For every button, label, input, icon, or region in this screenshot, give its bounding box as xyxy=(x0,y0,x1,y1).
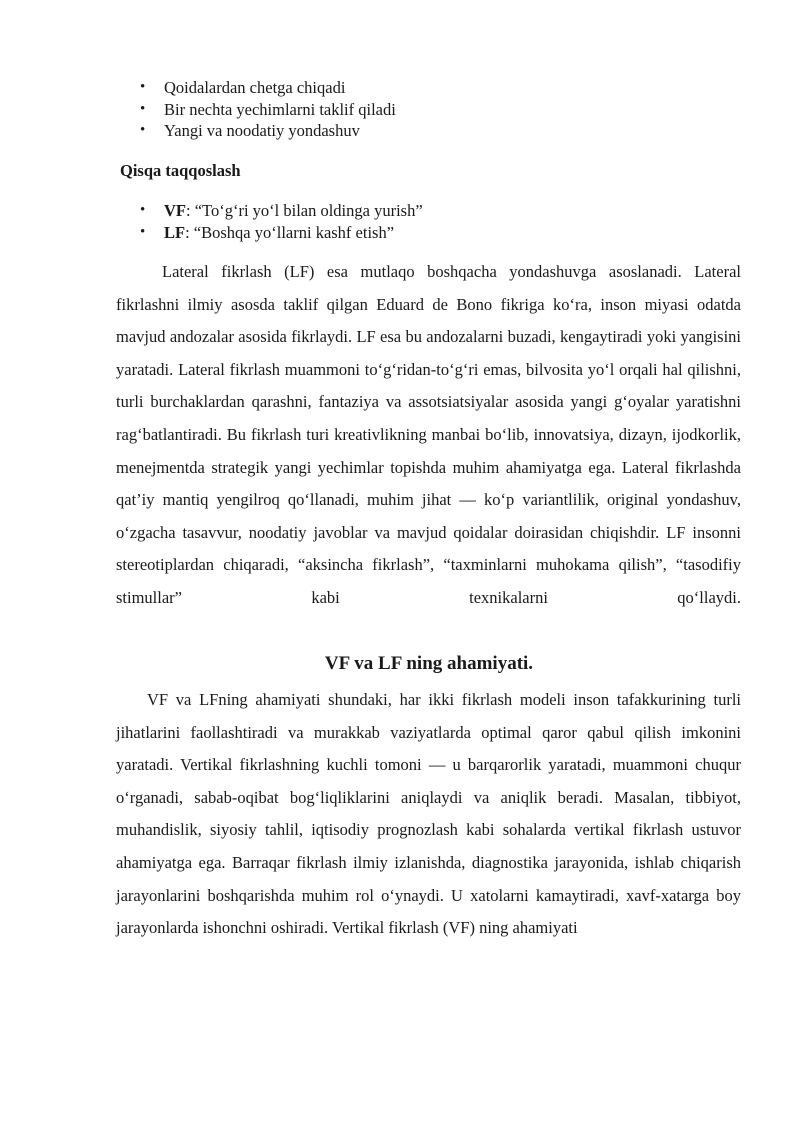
list-item: • Yangi va noodatiy yondashuv xyxy=(140,120,740,142)
list-item xyxy=(140,222,740,244)
comparison-heading: Qisqa taqqoslash xyxy=(120,161,241,180)
section-title: VF va LF ning ahamiyati. xyxy=(324,653,534,674)
list-item: • Bir nechta yechimlarni taklif qiladi xyxy=(140,99,740,121)
importance-paragraph: VF va LFning ahamiyati shundaki, har ikki fikrlash modeli inson tafakkurining turli jihatlarini faollashtiradi va murakkab vaziyatlarda optimal qaror qabul qilish imkonini yaratadi. Vertikal fikrlashning kuchli tomoni — u barqarorlik yaratadi, muammoni chuqur o‘rganadi, sabab-oqibat bog‘liqliklarini aniqlaydi va aniqlik beradi. Masalan, tibbiyot, muhandislik, siyosiy tahlil, iqtisodiy prognozlash kabi sohalarda vertikal fikrlash ustuvor ahamiyatga ega. Barraqar fikrlash ilmiy izlanishda, diagnostika jarayonida, ishlab chiqarish jarayonlarini boshqarishda muhim rol o‘ynaydi. U xatolarni kamaytiradi, xavf-xatarga boy jarayonlarda ishonchni oshiradi. Vertikal fikrlash (VF) ning ahamiyati xyxy=(116,690,741,938)
features-bullet-list xyxy=(140,77,740,142)
list-item xyxy=(140,200,740,222)
term-label: LF xyxy=(164,222,186,242)
comparison-bullet-list xyxy=(140,200,740,243)
term-label: VF xyxy=(164,201,186,220)
list-item: • Qoidalardan chetga chiqadi xyxy=(140,77,740,99)
term-description: : “To‘g‘ri yo‘l bilan oldinga yurish” xyxy=(186,201,423,220)
term-description: : “Boshqa yo‘llarni kashf etish” xyxy=(185,222,395,242)
lateral-thinking-paragraph: Lateral fikrlash (LF) esa mutlaqo boshqacha yondashuvga asoslanadi. Lateral fikrlashni ilmiy asosda taklif qilgan Eduard de Bono fikriga ko‘ra, inson miyasi odatda mavjud andozalar asosida fikrlaydi. LF esa bu andozalarni buzadi, kengaytiradi yoki yangisini yaratadi. Lateral fikrlash muammoni to‘g‘ridan-to‘g‘ri emas, bilvosita yo‘l orqali hal qilishni, turli burchaklardan qarashni, fantaziya va assotsiatsiyalar asosida yangi g‘oyalar yaratishni rag‘batlantiradi. Bu fikrlash turi kreativlikning manbai bo‘lib, innovatsiya, dizayn, ijodkorlik, menejmentda strategik yangi yechimlar topishda muhim ahamiyatga ega. Lateral fikrlashda qat’iy mantiq yengilroq qo‘llanadi, muhim jihat — ko‘p variantlilik, original yondashuv, o‘zgacha tasavvur, noodatiy javoblar va mavjud qoidalar doirasidan chiqishdir. LF insonni stereotiplardan chiqaradi, “aksincha fikrlash”, “taxminlarni muhokama qilish”, “tasodifiy stimullar” kabi texnikalarni qo‘llaydi. xyxy=(116,262,741,607)
